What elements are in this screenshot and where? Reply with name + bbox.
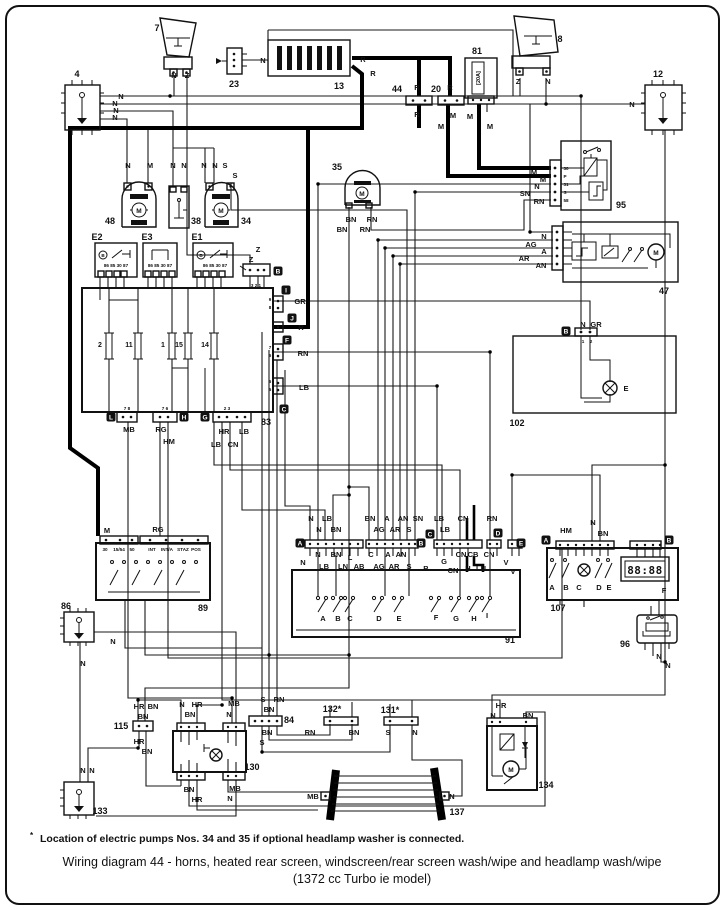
wire-color-label: RN (366, 215, 378, 224)
wire-color-label: BN (330, 525, 342, 534)
caption-subtitle: (1372 cc Turbo ie model) (292, 872, 432, 886)
wire-color-label: N (181, 161, 187, 170)
wire-color-label: HR (191, 700, 203, 709)
pin-label: 86 85 30 87 (202, 263, 228, 268)
component-wiper-unit-47 (552, 222, 678, 282)
component-unit-96 (637, 615, 677, 643)
footnote-text: Location of electric pumps Nos. 34 and 35 if optional headlamp washer is connected. (40, 833, 465, 845)
component-motor-48 (122, 182, 156, 227)
wire-color-label: G (453, 614, 459, 623)
wire-color-label: N (227, 794, 233, 803)
wire-color-label: RN (486, 514, 498, 523)
component-number: 44 (391, 84, 403, 94)
pin-label: 31 (563, 182, 569, 187)
pin-label: INT/A (161, 547, 173, 552)
wire-color-label: N (656, 652, 662, 661)
wire-color-label: RN (359, 225, 371, 234)
wire-color-label: C (347, 614, 353, 623)
wire-color-label: GR (590, 320, 602, 329)
wire-color-label: BN (184, 710, 196, 719)
wire-color-label: AR (389, 525, 401, 534)
wire-color-label: R (298, 323, 304, 332)
pin-label: INT (148, 547, 156, 552)
wire-color-label: HR (218, 427, 230, 436)
component-connector-132 (324, 717, 358, 725)
wire-color-label: LN (476, 564, 486, 573)
pin-label: 86 85 30 87 (103, 263, 129, 268)
pin-label: B (199, 253, 203, 258)
component-ignition-switch-89 (96, 536, 210, 600)
wire-color-label: N (179, 700, 185, 709)
pin-label: 6 (268, 379, 272, 384)
wire-color-label: N (590, 518, 596, 527)
motor-letter: M (136, 208, 142, 215)
wire-color-label: AR (518, 254, 530, 263)
connector-badge-letter: B (275, 268, 281, 276)
wire-color-label: A (320, 614, 326, 623)
component-number: 95 (615, 200, 627, 210)
connector-badge-letter: B (418, 540, 424, 548)
pin-label: 30 (563, 166, 569, 171)
pin-label: 2 3 (223, 406, 231, 411)
wire-color-label: N (89, 766, 95, 775)
pin-label: 3 2 1 (250, 283, 262, 288)
wire-color-label: R (414, 83, 420, 92)
wire-color-label: S (232, 171, 238, 180)
pin-label: 15/54 (113, 547, 125, 552)
wire-color-label: S (260, 695, 266, 704)
wire-color-label: BN (364, 514, 376, 523)
component-motor-34 (205, 183, 238, 228)
footnote-mark: * (30, 831, 34, 840)
wire-color-label: R (414, 110, 420, 119)
component-relay-e3 (143, 243, 177, 277)
wire-color-label: BN (263, 705, 275, 714)
wire-color-label: N (316, 525, 322, 534)
wire-color-label: BN (147, 702, 159, 711)
wire-color-label: N (112, 99, 118, 108)
motor-letter-labels (133, 191, 659, 774)
pin-label: S (563, 190, 567, 195)
wire-color-label: R (447, 83, 453, 92)
wire-color-label: G (441, 557, 447, 566)
component-number: 13 (333, 81, 345, 91)
wire-color-label: Z (255, 245, 261, 254)
wire-color-label: RN (304, 728, 316, 737)
component-number: 23 (228, 79, 240, 89)
pin-label: 1 (581, 339, 585, 344)
connector-letter-badges (107, 267, 674, 548)
pin-label: 50 (129, 547, 135, 552)
component-horn-8 (512, 16, 558, 75)
wires-thin-top (100, 30, 645, 721)
pin-label: 7 6 (161, 406, 169, 411)
wire-color-label: Z (184, 71, 190, 80)
pin-label: 86 85 30 87 (147, 263, 173, 268)
component-number: 107 (550, 603, 566, 613)
wire-color-label: CN (457, 514, 469, 523)
wire-color-label: CN (227, 440, 239, 449)
wire-color-label: BN (183, 785, 195, 794)
component-fusebox-83 (82, 288, 283, 422)
component-number: 34 (240, 216, 252, 226)
wire-color-label: BN (141, 747, 153, 756)
wire-color-label: C (368, 550, 374, 559)
pin-label: 6 (268, 353, 272, 358)
connector-badge-letter: J (290, 315, 294, 323)
caption-block (30, 831, 662, 886)
wire-color-label: MB (123, 425, 135, 434)
wire-color-label: M (539, 175, 547, 184)
wire-color-label: AG (373, 525, 385, 534)
wire-color-label: S (406, 562, 412, 571)
page-border (6, 6, 719, 904)
fuse-number: 2 (98, 342, 102, 349)
wire-color-label: N (541, 232, 547, 241)
wires-thick (70, 58, 551, 539)
component-number: 137 (449, 807, 465, 817)
component-number: 81 (471, 46, 483, 56)
fuse-81-rating: [20A] (476, 71, 482, 85)
wire-color-label: N (80, 766, 86, 775)
wire-color-label: BN (597, 529, 609, 538)
wire-color-label: V (503, 558, 509, 567)
wire-color-label: LB (322, 514, 332, 523)
wire-color-label: R (360, 55, 366, 64)
wire-color-label: HM (560, 526, 572, 535)
wire-color-label: M (486, 122, 494, 131)
wire-color-label: BN (345, 215, 357, 224)
fuse-number: 15 (175, 342, 183, 349)
wire-color-label: N (80, 659, 86, 668)
wire-color-label: S (385, 728, 391, 737)
wire-color-label: N (534, 182, 540, 191)
wire-color-label: H (471, 614, 477, 623)
wire-color-label: N (125, 161, 131, 170)
connector-badge-letter: H (181, 414, 187, 422)
wire-color-label: M (146, 161, 154, 170)
component-number: 84 (283, 715, 295, 725)
wire-color-label: LB (434, 514, 444, 523)
wire-color-label: B (563, 583, 569, 592)
component-relay-e2 (95, 243, 137, 277)
wire-color-label: B (335, 614, 341, 623)
component-number: 86 (60, 601, 72, 611)
wire-color-label: H (465, 564, 471, 573)
wire-color-label: RG (155, 425, 167, 434)
component-number: E2 (91, 232, 103, 242)
connector-badge-letter: I (285, 287, 287, 295)
wire-color-label: R (370, 69, 376, 78)
component-number: 35 (331, 162, 343, 172)
wire-color-label: F (433, 613, 439, 622)
wire-color-label: N (629, 100, 635, 109)
component-relay-e1 (193, 243, 233, 277)
wire-color-label: AR (388, 562, 400, 571)
wire-color-label: MB (307, 792, 319, 801)
wire-color-label: LN (338, 562, 348, 571)
component-connector-131 (384, 717, 418, 725)
connector-badge-letter: C (427, 531, 433, 539)
wire-color-label: A (385, 550, 391, 559)
component-number: 130 (244, 762, 260, 772)
wire-color-label: N (201, 161, 207, 170)
wire-color-label: M (437, 122, 445, 131)
component-connector-115 (133, 721, 153, 731)
wire-color-label: Z (515, 77, 521, 86)
component-switch-38 (169, 186, 189, 228)
component-number: 96 (619, 639, 631, 649)
wire-color-label: N (412, 728, 418, 737)
connector-badge-letter: G (202, 414, 208, 422)
wire-color-label: N (226, 710, 232, 719)
component-fuse-81 (465, 58, 497, 104)
wire-color-label: N (212, 161, 218, 170)
pin-label: B (101, 253, 105, 258)
clock-display (621, 557, 669, 581)
wire-color-label: HR (191, 795, 203, 804)
wire-color-label: HR (495, 701, 507, 710)
pin-label: 2 (589, 339, 593, 344)
component-lamp-unit-102 (513, 328, 676, 413)
component-number: 12 (652, 69, 664, 79)
wire-color-label: B (423, 564, 429, 573)
wire-color-label: AG (525, 240, 537, 249)
wire-color-label: RG (152, 525, 164, 534)
wire-color-label: D (376, 614, 382, 623)
pin-label: 5 (268, 387, 272, 392)
wire-color-label: E (623, 384, 629, 393)
fuse-number: 1 (161, 342, 165, 349)
wires-thick-small (467, 505, 483, 572)
wire-color-label: AN (395, 550, 407, 559)
pin-label: 58 (563, 198, 569, 203)
component-number: 115 (113, 721, 129, 731)
wire-color-label: LB (319, 562, 329, 571)
component-fusebox-13 (268, 40, 350, 76)
wire-color-label: LB (211, 440, 221, 449)
wire-color-label: N (665, 661, 671, 670)
wire-color-label: S (406, 525, 412, 534)
wire-color-label: L (347, 553, 353, 562)
fuse-number: 11 (125, 342, 133, 349)
wire-color-label: AG (373, 562, 385, 571)
wire-color-label: N (118, 92, 124, 101)
wire-color-label: N (580, 320, 586, 329)
wire-color-label: N (110, 637, 116, 646)
component-number: 38 (190, 216, 202, 226)
component-number: E3 (141, 232, 153, 242)
wire-color-label: BN (336, 225, 348, 234)
component-number: 4 (74, 69, 80, 79)
connector-badge-letter: B (666, 537, 672, 545)
wire-color-label: MB (229, 784, 241, 793)
component-ground-133 (60, 782, 94, 819)
wire-color-label: Z (248, 255, 254, 264)
component-number: 134 (538, 780, 554, 790)
pin-label: P (563, 174, 567, 179)
wire-color-label: BN (522, 711, 534, 720)
wire-color-label: HR (133, 737, 145, 746)
connector-badge-letter: D (495, 530, 501, 538)
wire-color-label: I (485, 611, 489, 620)
wire-color-label: F (661, 586, 667, 595)
wire-color-label: N (315, 550, 321, 559)
connector-badge-letter: C (281, 406, 287, 414)
wire-color-label: BN (330, 550, 342, 559)
wire-color-label: N (449, 792, 455, 801)
wire-color-label: E (606, 583, 612, 592)
wire-color-label: N (308, 514, 314, 523)
pin-label: 7 (268, 345, 272, 350)
wire-color-label: V (510, 567, 516, 576)
component-number: 83 (260, 417, 272, 427)
wire-color-label: RN (533, 197, 545, 206)
wire-color-label: A (384, 514, 390, 523)
component-ground-86 (60, 608, 94, 646)
wire-color-label: AN (397, 514, 409, 523)
pin-label: STAZ (177, 547, 189, 552)
component-number: 102 (509, 418, 525, 428)
wire-color-label: HM (163, 437, 175, 446)
wire-color-label: M (103, 526, 111, 535)
wire-color-label: MB (228, 699, 240, 708)
wire-color-label: S (222, 161, 228, 170)
wire-color-label: A (549, 583, 555, 592)
component-pump-unit-134 (487, 718, 537, 790)
component-number: 47 (658, 286, 670, 296)
caption-title: Wiring diagram 44 - horns, heated rear screen, windscreen/rear screen wash/wipe and headlamp wash/wipe (62, 855, 662, 869)
wire-color-label: RN (273, 695, 285, 704)
component-number: 89 (197, 603, 209, 613)
switch-contacts-91 (296, 596, 516, 630)
wire-color-label: HR (133, 702, 145, 711)
component-pump-35 (345, 171, 380, 209)
wire-color-label: SN (412, 514, 424, 523)
component-connector-b (240, 264, 270, 276)
component-number: 91 (504, 635, 516, 645)
wire-color-label: M (530, 168, 538, 177)
component-number: 20 (430, 84, 442, 94)
component-number: 8 (557, 34, 563, 44)
component-heated-screen-137 (321, 768, 449, 820)
wire-color-label: CB (467, 550, 479, 559)
component-switch-130 (173, 723, 246, 780)
wire-color-label: N (490, 711, 496, 720)
component-number: 7 (154, 23, 160, 33)
wire-color-label: N (545, 77, 551, 86)
component-ground-12 (641, 80, 686, 135)
wire-color-label: N (112, 113, 118, 122)
wire-color-label: E (396, 614, 402, 623)
wire-color-label: RN (297, 349, 309, 358)
component-number: E1 (191, 232, 203, 242)
wire-color-label: BN (137, 712, 149, 721)
fuse-number: 14 (201, 342, 209, 349)
connector-badge-letter: F (285, 337, 289, 345)
connector-badge-letter: E (518, 540, 524, 548)
wire-color-label: SN (519, 189, 531, 198)
connector-badge-letter: A (543, 537, 549, 545)
pin-label: 7 8 (123, 406, 131, 411)
connector-badge-letter: L (109, 414, 113, 422)
wire-color-label: C (576, 583, 582, 592)
wire-color-label: LB (239, 427, 249, 436)
wire-color-label: LB (440, 525, 450, 534)
wire-color-label: M (449, 111, 457, 120)
wire-color-label: CN (455, 550, 467, 559)
motor-letter: M (508, 767, 514, 774)
wire-color-label: A (541, 247, 547, 256)
wire-color-label: AB (353, 562, 365, 571)
fuse-number-labels (98, 342, 209, 349)
component-connector-23 (216, 48, 247, 74)
component-connector-84 (249, 716, 282, 726)
wire-color-label: N (300, 558, 306, 567)
clock-time: 88:88 (627, 564, 663, 577)
wire-color-labels (80, 55, 670, 804)
component-horn-7 (160, 18, 196, 76)
wire-color-label: BN (261, 728, 273, 737)
wire-color-label: N (113, 106, 119, 115)
wire-color-label: LB (299, 383, 309, 392)
wire-color-label: GR (294, 297, 306, 306)
wire-color-label: N (171, 71, 177, 80)
pin-label: 9 (268, 297, 272, 302)
pin-label: 30 (102, 547, 108, 552)
component-number: 131* (380, 705, 400, 715)
motor-letter: M (218, 208, 224, 215)
wire-color-label: CN (447, 566, 459, 575)
wire-color-label: AN (535, 261, 547, 270)
component-number: 48 (104, 216, 116, 226)
wire-color-label: D (596, 583, 602, 592)
wire-color-label: S (259, 738, 265, 747)
component-number: 133 (92, 806, 108, 816)
wire-color-label: N (170, 161, 176, 170)
connector-badge-letter: B (563, 328, 569, 336)
motor-letter: M (653, 250, 659, 257)
component-number: 132* (322, 704, 342, 714)
wire-color-label: CN (483, 550, 495, 559)
wire-color-label: BN (348, 728, 360, 737)
pin-label: POS (191, 547, 201, 552)
wire-color-label: N (260, 56, 266, 65)
wire-color-label: M (466, 112, 474, 121)
connector-badge-letter: A (297, 540, 303, 548)
pin-label: 8 (268, 305, 272, 310)
motor-letter: M (359, 191, 365, 198)
